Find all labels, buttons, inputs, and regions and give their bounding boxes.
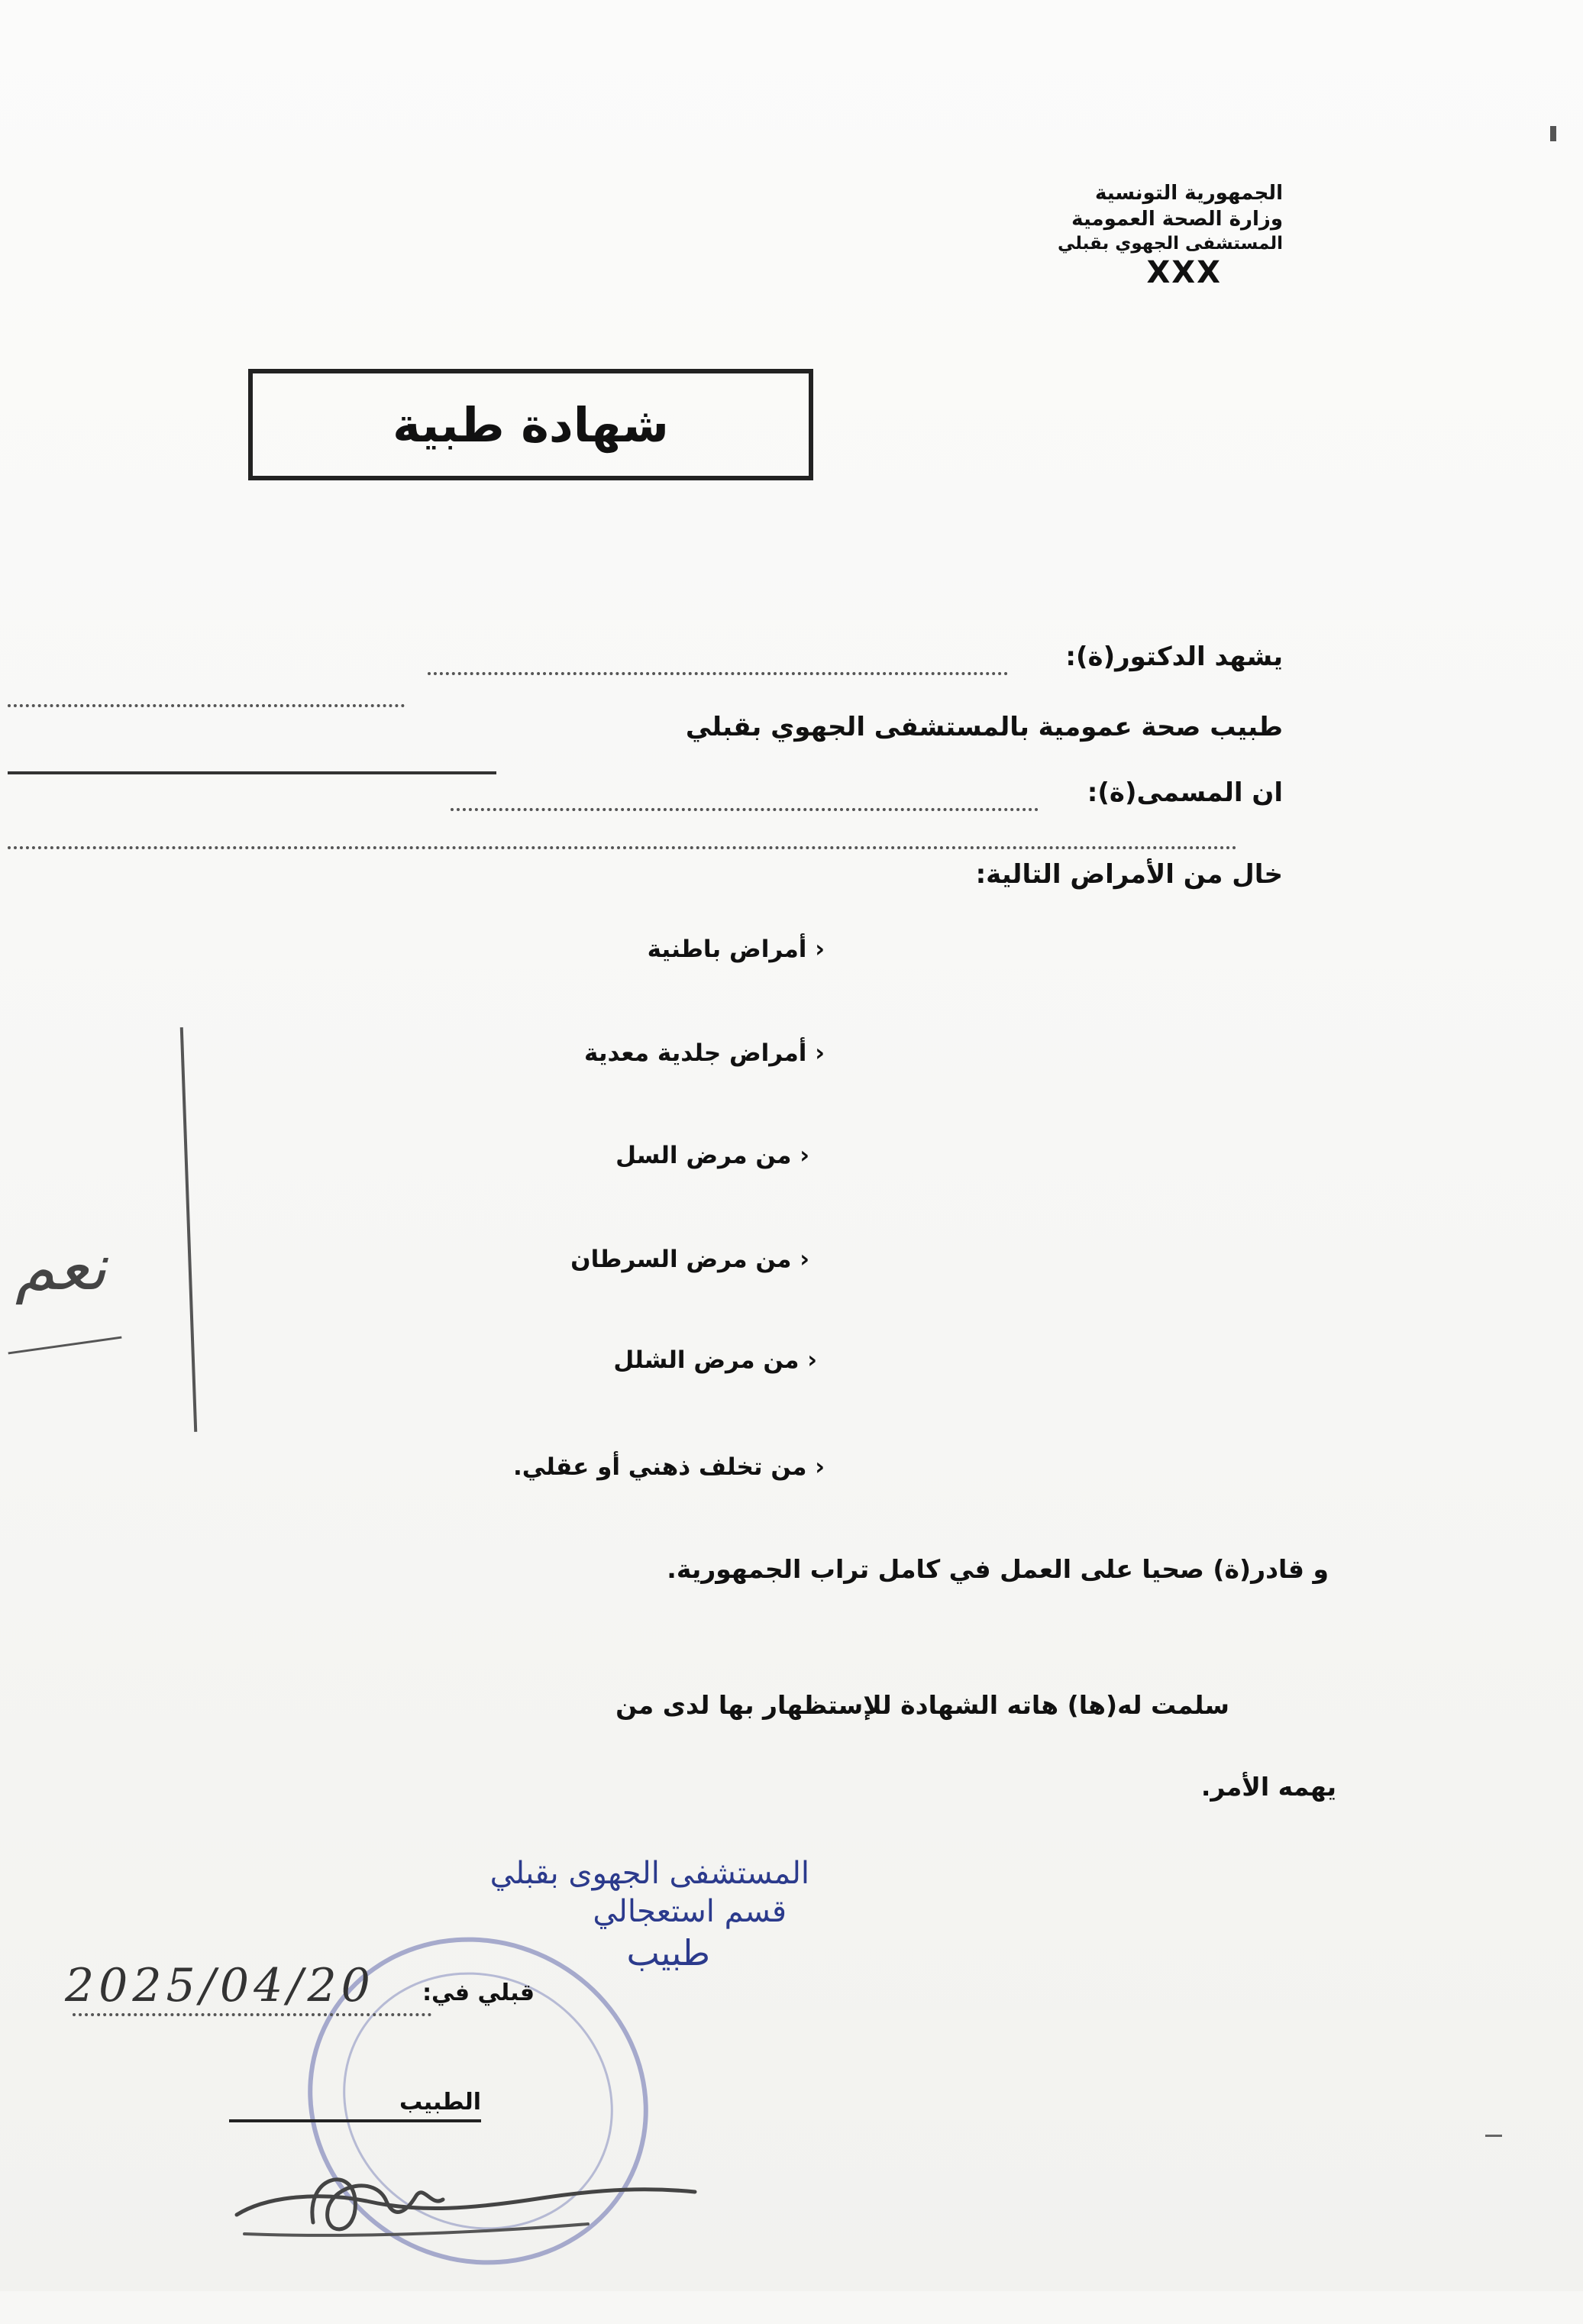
patient-label: ان المسمى(ة): — [1087, 777, 1283, 808]
closing-line-1: و قادر(ة) صحيا على العمل في كامل تراب الجمهورية. — [667, 1554, 1329, 1584]
signature-label-underline — [229, 2119, 481, 2122]
chevron-left-icon: ‹ — [815, 1039, 825, 1067]
patient-line-continuation — [8, 846, 1237, 849]
chevron-left-icon: ‹ — [800, 1142, 809, 1169]
edge-mark — [1485, 2135, 1502, 2137]
margin-note-stroke — [8, 1337, 122, 1355]
header-hospital: المستشفى الجهوي بقبلي — [1058, 234, 1283, 254]
stamp-hospital: المستشفى الجهوى بقبلي — [489, 1856, 809, 1891]
doctor-line-continuation — [8, 704, 405, 707]
edge-mark — [1550, 126, 1556, 141]
document-header — [993, 182, 1283, 290]
document-title: شهادة طبية — [393, 396, 669, 453]
condition-item: ‹ أمراض باطنية — [647, 936, 825, 963]
closing-line-3: يهمه الأمر. — [1200, 1772, 1336, 1802]
date-label: قبلي في: — [422, 1980, 535, 2006]
chevron-left-icon: ‹ — [815, 936, 825, 963]
date-value: 2025/04/20 — [65, 1959, 375, 2012]
patient-name-field — [451, 808, 1039, 811]
title-box — [248, 369, 813, 480]
date-field — [73, 2013, 431, 2016]
margin-note: نعم — [15, 1230, 107, 1304]
header-country: الجمهورية التونسية — [1094, 182, 1283, 205]
header-mark: XXX — [1146, 255, 1222, 290]
chevron-left-icon: ‹ — [807, 1346, 817, 1374]
stamp-role: طبيب — [626, 1932, 710, 1973]
condition-item: ‹ من تخلف ذهني أو عقلي. — [513, 1453, 825, 1481]
closing-line-2: سلمت له(ها) هاته الشهادة للإستظهار بها لدى من — [615, 1690, 1229, 1720]
doctor-role-text: طبيب صحة عمومية بالمستشفى الجهوي بقبلي — [685, 712, 1283, 742]
chevron-left-icon: ‹ — [815, 1453, 825, 1481]
signature-label: الطبيب — [399, 2089, 481, 2116]
stamp-department: قسم استعجالي — [593, 1894, 787, 1929]
condition-item: ‹ من مرض الشلل — [613, 1346, 817, 1374]
free-from-heading: خال من الأمراض التالية: — [975, 859, 1283, 890]
list-bracket-line — [180, 1027, 197, 1432]
condition-item: ‹ من مرض السرطان — [570, 1246, 809, 1273]
handwritten-signature — [221, 2123, 710, 2253]
chevron-left-icon: ‹ — [800, 1246, 809, 1273]
role-line-continuation — [8, 771, 496, 774]
condition-item: ‹ أمراض جلدية معدية — [584, 1039, 825, 1067]
doctor-label: يشهد الدكتور(ة): — [1065, 642, 1283, 672]
doctor-name-field — [428, 672, 1008, 675]
conditions-list — [290, 936, 825, 1545]
header-ministry: وزارة الصحة العمومية — [1071, 208, 1283, 231]
condition-item: ‹ من مرض السل — [615, 1142, 809, 1169]
